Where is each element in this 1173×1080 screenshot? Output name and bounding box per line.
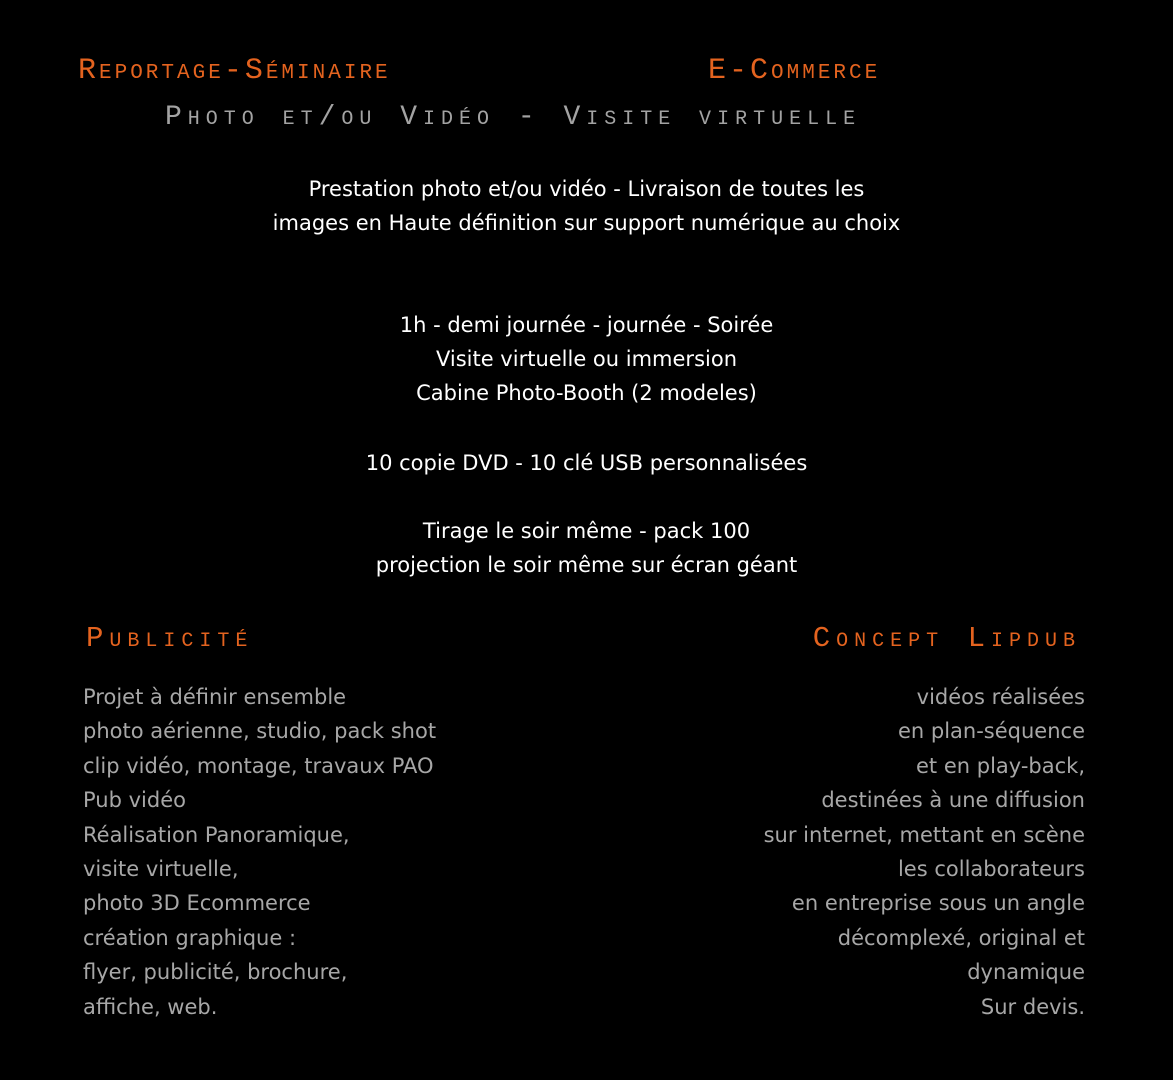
- options-block: [0, 308, 1173, 410]
- publicite-item: photo 3D Ecommerce: [83, 891, 311, 916]
- title-reportage-seminaire: Reportage-Séminaire: [78, 54, 391, 88]
- publicite-item: photo aérienne, studio, pack shot: [83, 719, 437, 744]
- lipdub-item: dynamique: [967, 960, 1085, 985]
- tirage-line: Tirage le soir même - pack 100: [422, 519, 751, 543]
- lipdub-item: vidéos réalisées: [916, 685, 1085, 709]
- title-publicite: Publicité: [86, 622, 254, 655]
- title-ecommerce: E-Commerce: [708, 54, 881, 88]
- options-line: 1h - demi journée - journée - Soirée: [399, 313, 774, 337]
- options-line: Visite virtuelle ou immersion: [435, 347, 738, 371]
- lipdub-item: destinées à une diffusion: [821, 788, 1085, 813]
- intro-block: [0, 172, 1173, 240]
- lipdub-list: [565, 680, 1085, 1024]
- tirage-block: [0, 514, 1173, 582]
- subtitle-photo-video: Photo et/ou Vidéo - Visite virtuelle: [165, 102, 862, 133]
- publicite-item: flyer, publicité, brochure,: [83, 960, 348, 985]
- intro-line: Prestation photo et/ou vidéo - Livraison de toutes les: [308, 177, 865, 201]
- publicite-list: [83, 680, 583, 1024]
- publicite-item: Pub vidéo: [83, 788, 186, 813]
- lipdub-item: en entreprise sous un angle: [791, 891, 1085, 916]
- intro-line: images en Haute définition sur support numérique au choix: [272, 211, 901, 235]
- lipdub-item: les collaborateurs: [897, 857, 1085, 882]
- publicite-item: clip vidéo, montage, travaux PAO: [83, 753, 434, 778]
- publicite-item: visite virtuelle,: [83, 857, 239, 882]
- lipdub-item: et en play-back,: [916, 753, 1085, 778]
- copies-block: [0, 446, 1173, 480]
- lipdub-item: décomplexé, original et: [837, 925, 1085, 950]
- lipdub-item: sur internet, mettant en scène: [763, 822, 1085, 847]
- lipdub-item: Sur devis.: [980, 994, 1085, 1019]
- lipdub-item: en plan-séquence: [897, 719, 1085, 744]
- publicite-item: création graphique :: [83, 925, 297, 950]
- publicite-item: Projet à définir ensemble: [83, 685, 347, 709]
- options-line: Cabine Photo-Booth (2 modeles): [416, 381, 757, 405]
- title-concept-lipdub: Concept Lipdub: [812, 622, 1081, 655]
- publicite-item: Réalisation Panoramique,: [83, 822, 350, 847]
- copies-line: 10 copie DVD - 10 clé USB personnalisées: [365, 451, 808, 475]
- publicite-item: affiche, web.: [83, 994, 218, 1019]
- tirage-line: projection le soir même sur écran géant: [375, 553, 798, 577]
